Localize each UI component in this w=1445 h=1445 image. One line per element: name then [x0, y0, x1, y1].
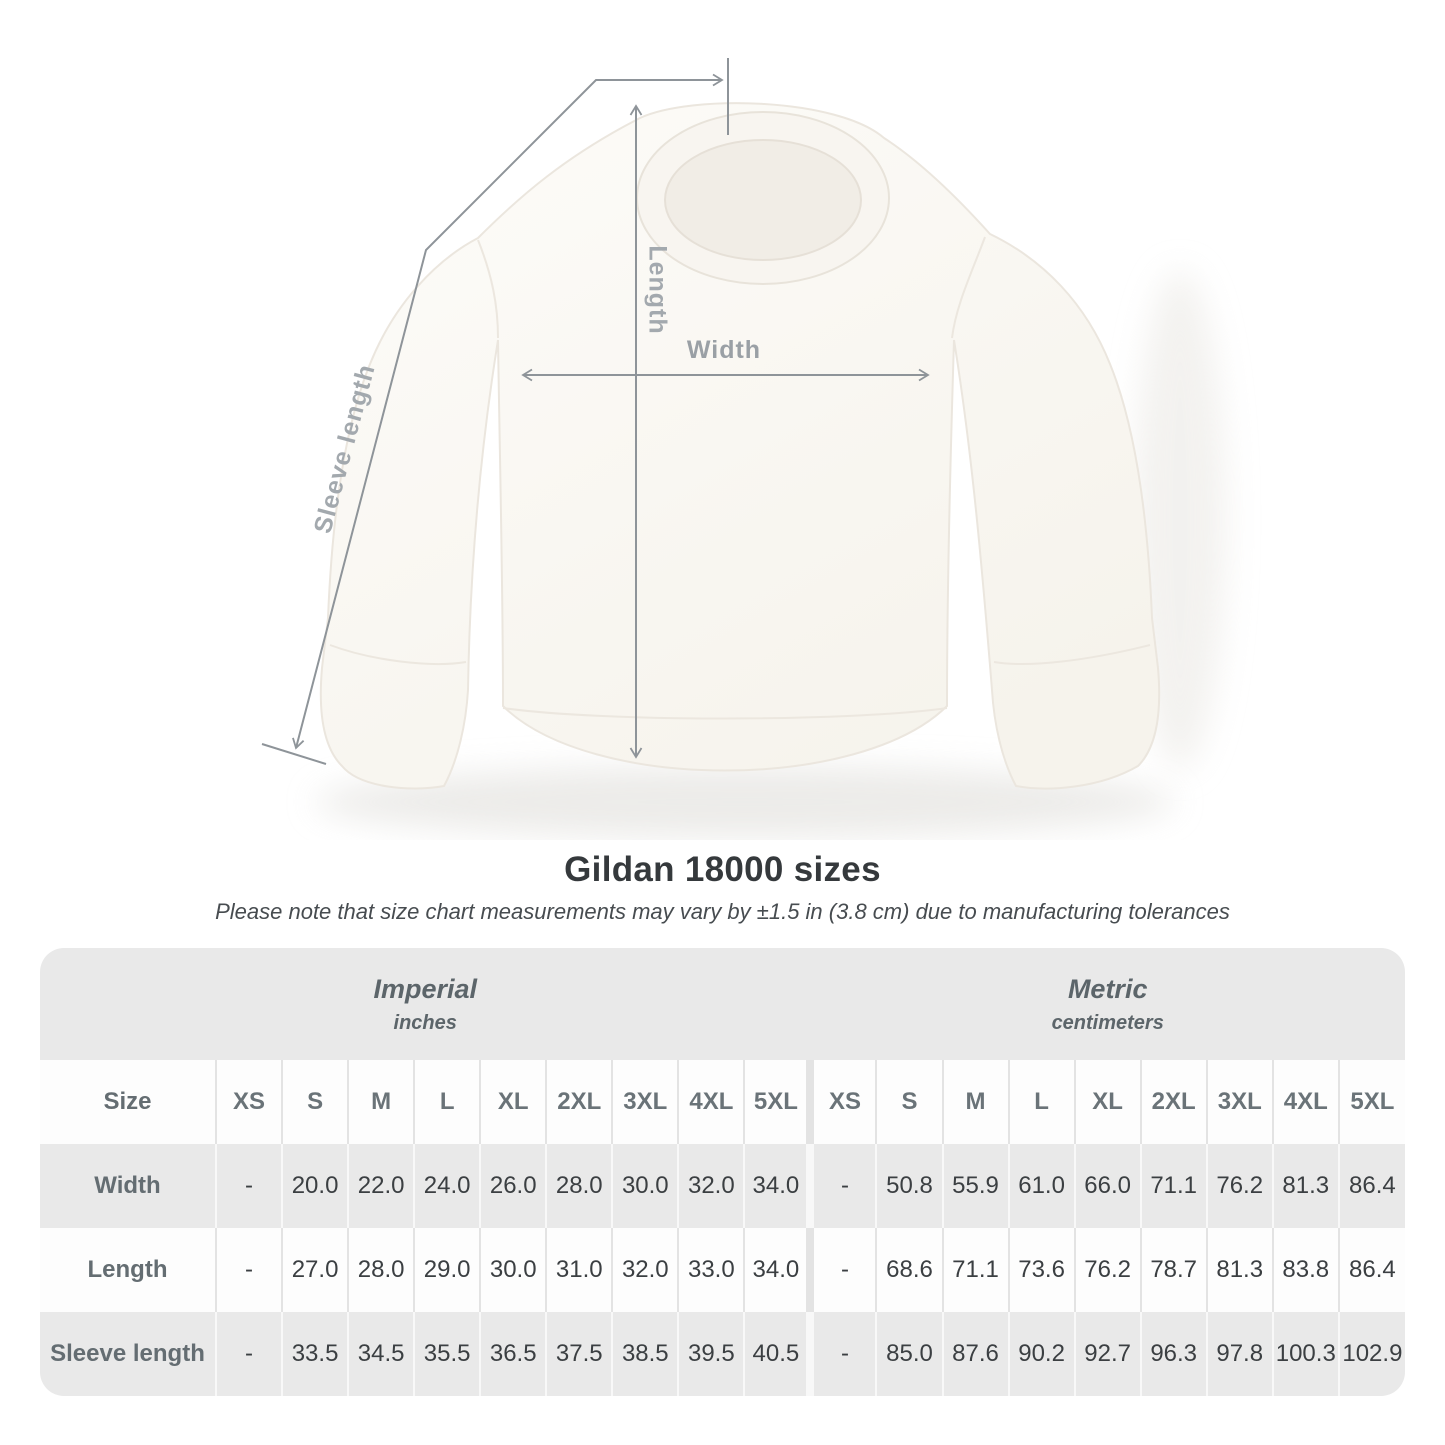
value-cell: 78.7 — [1141, 1228, 1207, 1312]
value-cell: 35.5 — [414, 1312, 480, 1396]
value-cell: - — [810, 1144, 876, 1228]
value-cell: 34.0 — [744, 1144, 810, 1228]
size-header-cell: 3XL — [612, 1060, 678, 1144]
value-cell: 73.6 — [1009, 1228, 1075, 1312]
value-cell: 29.0 — [414, 1228, 480, 1312]
value-cell: 61.0 — [1009, 1144, 1075, 1228]
size-table — [40, 948, 1405, 1396]
size-header-cell: 4XL — [1273, 1060, 1339, 1144]
value-cell: 50.8 — [876, 1144, 942, 1228]
value-cell: 34.0 — [744, 1228, 810, 1312]
value-cell: 76.2 — [1075, 1228, 1141, 1312]
size-header-cell: 2XL — [1141, 1060, 1207, 1144]
value-cell: 38.5 — [612, 1312, 678, 1396]
value-cell: - — [216, 1228, 282, 1312]
value-cell: 83.8 — [1273, 1228, 1339, 1312]
value-cell: 32.0 — [612, 1228, 678, 1312]
value-cell: 33.0 — [678, 1228, 744, 1312]
row-label: Sleeve length — [50, 1340, 205, 1367]
value-cell: 68.6 — [876, 1228, 942, 1312]
value-cell: 96.3 — [1141, 1312, 1207, 1396]
value-cell: - — [810, 1228, 876, 1312]
value-cell: 33.5 — [282, 1312, 348, 1396]
size-header-cell: XL — [480, 1060, 546, 1144]
value-cell: 30.0 — [612, 1144, 678, 1228]
table-row — [40, 1144, 1405, 1228]
size-header-cell: 4XL — [678, 1060, 744, 1144]
value-cell: 86.4 — [1339, 1228, 1405, 1312]
value-cell: 22.0 — [348, 1144, 414, 1228]
cuff-tick — [262, 744, 326, 764]
width-label: Width — [686, 336, 762, 364]
imperial-label: Imperial — [373, 973, 477, 1004]
size-header-cell: XS — [216, 1060, 282, 1144]
value-cell: 27.0 — [282, 1228, 348, 1312]
size-header-cell: XL — [1075, 1060, 1141, 1144]
row-label: Length — [87, 1256, 168, 1283]
imperial-unit-label: inches — [393, 1011, 457, 1034]
value-cell: 92.7 — [1075, 1312, 1141, 1396]
size-header-cell: 2XL — [546, 1060, 612, 1144]
value-cell: 34.5 — [348, 1312, 414, 1396]
size-header-cell: 3XL — [1207, 1060, 1273, 1144]
value-cell: 71.1 — [1141, 1144, 1207, 1228]
value-cell: 28.0 — [546, 1144, 612, 1228]
value-cell: 39.5 — [678, 1312, 744, 1396]
value-cell: 81.3 — [1273, 1144, 1339, 1228]
value-cell: 87.6 — [943, 1312, 1009, 1396]
table-row — [40, 1312, 1405, 1396]
value-cell: - — [810, 1312, 876, 1396]
size-header-cell: S — [282, 1060, 348, 1144]
value-cell: - — [216, 1312, 282, 1396]
value-cell: 76.2 — [1207, 1144, 1273, 1228]
imperial-header — [40, 948, 810, 1060]
page-subtitle: Please note that size chart measurements may vary by ±1.5 in (3.8 cm) due to manufacturing tolerances — [215, 899, 1230, 924]
metric-unit-label: centimeters — [1051, 1011, 1164, 1034]
value-cell: 97.8 — [1207, 1312, 1273, 1396]
metric-label: Metric — [1067, 973, 1148, 1004]
metric-header — [810, 948, 1405, 1060]
size-header-cell: S — [876, 1060, 942, 1144]
value-cell: 32.0 — [678, 1144, 744, 1228]
table-row — [40, 1060, 1405, 1144]
page-title: Gildan 18000 sizes — [564, 850, 881, 889]
size-header-cell: 5XL — [1339, 1060, 1405, 1144]
value-cell: 36.5 — [480, 1312, 546, 1396]
value-cell: 37.5 — [546, 1312, 612, 1396]
row-label: Width — [94, 1172, 161, 1199]
value-cell: 86.4 — [1339, 1144, 1405, 1228]
value-cell: 55.9 — [943, 1144, 1009, 1228]
value-cell: 90.2 — [1009, 1312, 1075, 1396]
sleeve-length-label: Sleeve length — [308, 360, 381, 537]
value-cell: 85.0 — [876, 1312, 942, 1396]
value-cell: 102.9 — [1339, 1312, 1405, 1396]
value-cell: 31.0 — [546, 1228, 612, 1312]
value-cell: 28.0 — [348, 1228, 414, 1312]
value-cell: 30.0 — [480, 1228, 546, 1312]
size-header-cell: M — [943, 1060, 1009, 1144]
value-cell: 26.0 — [480, 1144, 546, 1228]
unit-header-row — [40, 948, 1405, 1060]
value-cell: 66.0 — [1075, 1144, 1141, 1228]
table-row — [40, 1228, 1405, 1312]
value-cell: 81.3 — [1207, 1228, 1273, 1312]
size-header-cell: XS — [810, 1060, 876, 1144]
value-cell: 20.0 — [282, 1144, 348, 1228]
value-cell: - — [216, 1144, 282, 1228]
row-label: Size — [103, 1088, 152, 1115]
value-cell: 24.0 — [414, 1144, 480, 1228]
value-cell: 40.5 — [744, 1312, 810, 1396]
collar-opening — [665, 140, 861, 260]
size-table-body — [40, 1060, 1405, 1396]
size-header-cell: L — [1009, 1060, 1075, 1144]
length-label: Length — [643, 245, 672, 335]
size-header-cell: M — [348, 1060, 414, 1144]
size-header-cell: L — [414, 1060, 480, 1144]
value-cell: 100.3 — [1273, 1312, 1339, 1396]
value-cell: 71.1 — [943, 1228, 1009, 1312]
size-header-cell: 5XL — [744, 1060, 810, 1144]
